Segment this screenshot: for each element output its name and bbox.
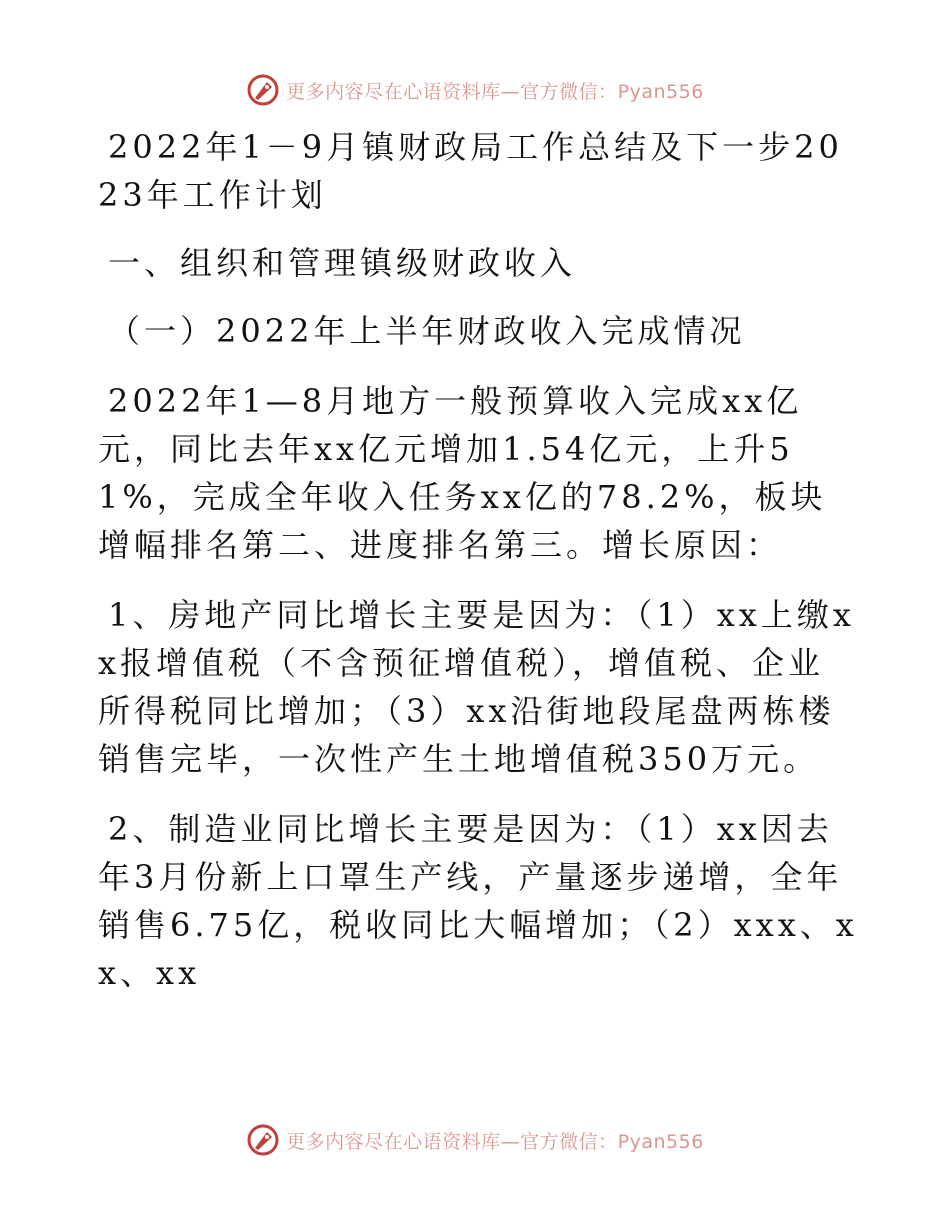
document-title: 2022年1－9月镇财政局工作总结及下一步2023年工作计划 xyxy=(98,128,843,214)
section-heading: 一、组织和管理镇级财政收入 xyxy=(108,244,577,282)
watermark-header xyxy=(0,70,950,110)
watermark-text: 更多内容尽在心语资料库—官方微信：Pyan556 xyxy=(286,1130,704,1153)
paragraph-real-estate: 1、房地产同比增长主要是因为：（1）xx上缴xx报增值税（不含预征增值税），增值税、企业所得税同比增加；（3）xx沿街地段尾盘两栋楼销售完毕，一次性产生土地增值税350万元。 xyxy=(98,596,855,778)
subsection-heading: （一）2022年上半年财政收入完成情况 xyxy=(108,312,746,350)
watermark-text: 更多内容尽在心语资料库—官方微信：Pyan556 xyxy=(286,80,704,103)
pen-nib-circle-icon xyxy=(246,73,280,107)
pen-nib-circle-icon xyxy=(246,1123,280,1157)
paragraph-revenue-summary: 2022年1—8月地方一般预算收入完成xx亿元，同比去年xx亿元增加1.54亿元，上升51%，完成全年收入任务xx亿的78.2%，板块增幅排名第二、进度排名第三。增长原因： xyxy=(98,382,827,564)
watermark-footer xyxy=(0,1120,950,1160)
document-body xyxy=(98,123,858,997)
paragraph-manufacturing: 2、制造业同比增长主要是因为：（1）xx因去年3月份新上口罩生产线，产量逐步递增，全年销售6.75亿，税收同比大幅增加；（2）xxx、xx、xx xyxy=(98,810,858,992)
